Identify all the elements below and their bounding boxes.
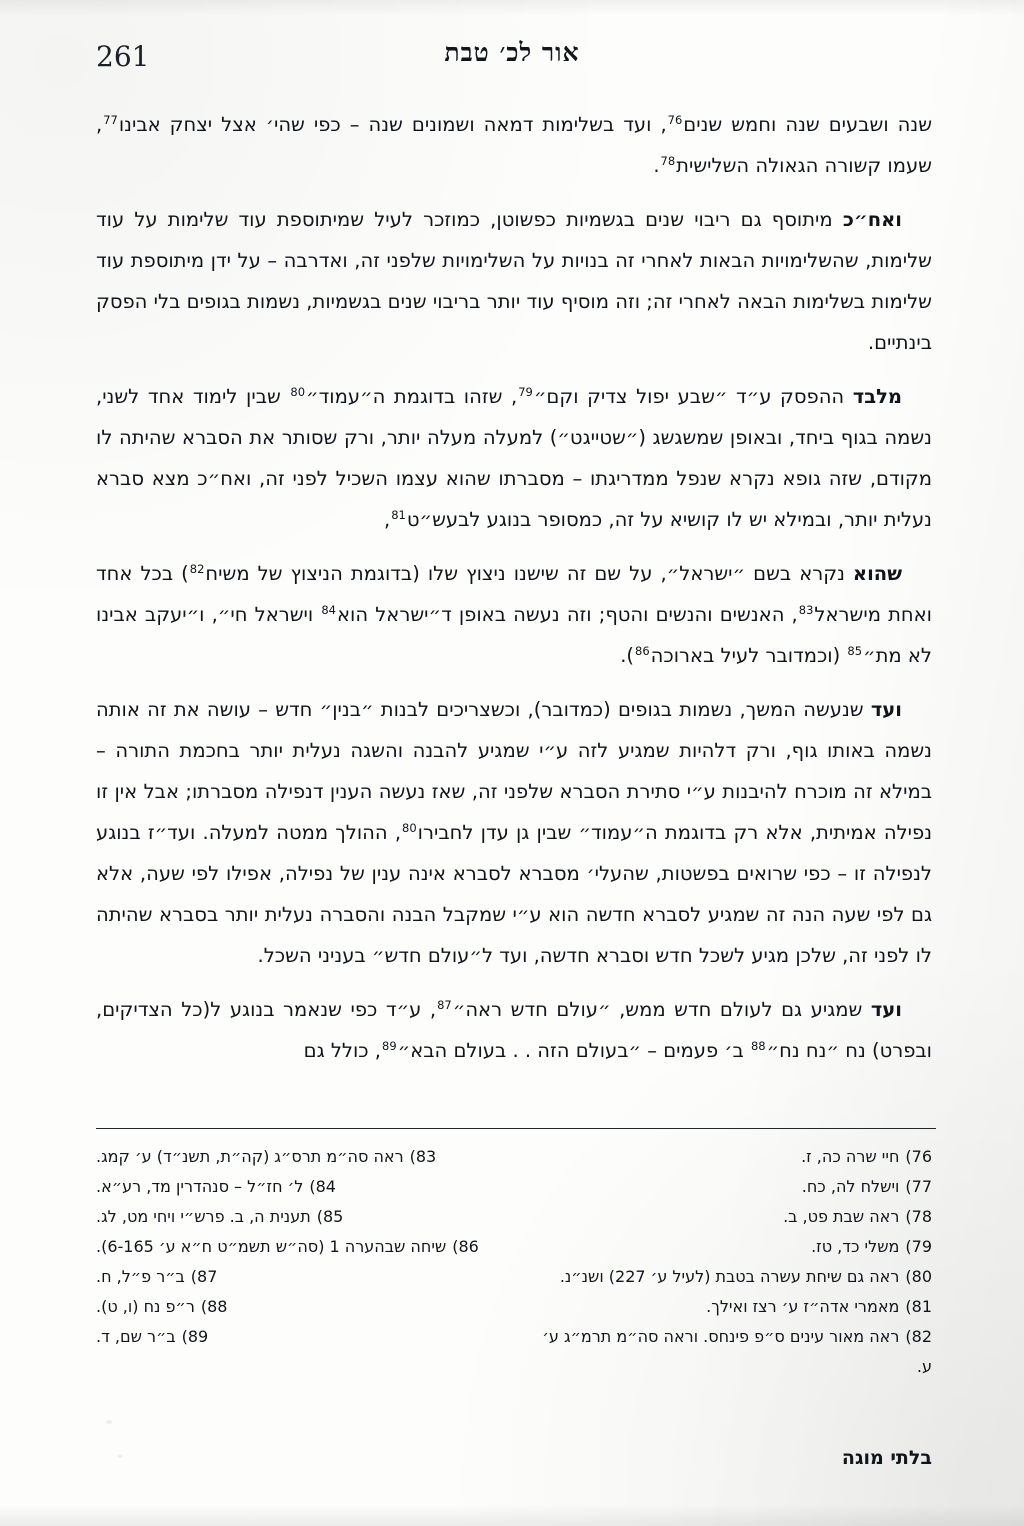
footnote-number: 87) (190, 1267, 218, 1286)
page-top-shadow (0, 0, 1024, 16)
paragraph: ועד שנעשה המשך, נשמות בגופים (כמדובר), וכשצריכים לבנות ״בנין״ חדש – עושה את זה אותה נשמה באותו גוף, ורק דלהיות שמגיע לזה ע״י שמגיע להבנה והשגה נעלית יותר בחכמת התורה – במילא זה מוכרח להיבנות ע״י סתירת הסברא שלפני זה, שאז נעשה הענין דנפילה מסברתו; אבל אין זו נפילה אמיתית, אלא רק בדוגמת ה״עמוד״ שבין גן עדן לחבירו$^{80}$, ההולך ממטה למעלה. ועד״ז בנוגע לנפילה זו – כפי שרואים בפשטות, שהעלי׳ מסברא לסברא אינה ענין של נפילה, אפילו לפי שעה, אלא גם לפי שעה הנה זה שמגיע לסברא חדשה הוא ע״י שמקבל הבנה והסברה נעלית יותר בסברא שהיתה לו לפני זה, שלכן מגיע לשכל חדש וסברא חדשה, ועד ל״עולם חדש״ בעניני השכל. (96, 698, 932, 967)
footnote-number: 82) (905, 1327, 932, 1346)
footnote-item (96, 1262, 492, 1292)
footnote-number: 78) (905, 1207, 932, 1226)
page-header (96, 38, 928, 73)
footnote-text: תענית ה, ב. פרש״י ויחי מט, לג. (96, 1207, 311, 1226)
footnote-separator-rule (96, 1128, 936, 1129)
footnote-text: ב״ר פ״ל, ח. (96, 1267, 185, 1286)
paragraph: ואח״כ מיתוסף גם ריבוי שנים בגשמיות כפשוטן, כמוזכר לעיל שמיתוספת עוד שלימות על עוד שלימות, שהשלימויות הבאות לאחרי זה בנויות על השלימויות שלפני זה, ואדרבה – על ידן מיתוספת עוד שלימות בשלימות הבאה לאחרי זה; וזה מוסיף עוד יותר בריבוי שנים בגשמיות, נשמות בגופים בלי הפסק בינתיים. (96, 208, 932, 354)
footnote-number: 76) (905, 1147, 932, 1166)
footnote-item (96, 1202, 492, 1232)
footnote-item (96, 1172, 492, 1202)
footnote-item (536, 1262, 932, 1292)
paper-speck (118, 1455, 122, 1458)
paragraph: שהוא נקרא בשם ״ישראל״, על שם זה שישנו ניצוץ שלו (בדוגמת הניצוץ של משיח$^{82}$) בכל אחד ואחת מישראל$^{83}$, האנשים והנשים והטף; וזה נעשה באופן ד״ישראל הוא$^{84}$ וישראל חי״, ו״יעקב אבינו לא מת״$^{85}$ (וכמדובר לעיל בארוכה$^{86}$). (96, 561, 932, 667)
footnote-item (536, 1232, 932, 1262)
footnote-text: משלי כד, טז. (811, 1237, 900, 1256)
footnote-number: 84) (309, 1177, 336, 1196)
footnote-number: 88) (200, 1297, 228, 1316)
paragraph: ועד שמגיע גם לעולם חדש ממש, ״עולם חדש ראה״$^{87}$, ע״ד כפי שנאמר בנוגע ל(כל הצדיקים, ובפרט) נח ״נח נח״$^{88}$ ב׳ פעמים – ״בעולם הזה . . בעולם הבא״$^{89}$, כולל גם (96, 997, 932, 1062)
footnote-item (96, 1232, 492, 1262)
main-text-column (96, 104, 932, 1084)
footnote-item (96, 1322, 492, 1352)
page-number: 261 (96, 40, 150, 73)
footnote-text: שיחה שבהערה 1 (סה״ש תשמ״ט ח״א ע׳ 6‎-165). (96, 1237, 447, 1256)
footnote-column-right (536, 1142, 932, 1382)
footnote-column-left (96, 1142, 492, 1382)
paper-speck (106, 1420, 112, 1424)
footnote-item (536, 1292, 932, 1322)
paragraph: שנה ושבעים שנה וחמש שנים$^{76}$, ועד בשלימות דמאה ושמונים שנה – כפי שהי׳ אצל יצחק אבינו$^{77}$, שעמו קשורה הגאולה השלישית$^{78}$. (96, 112, 933, 177)
footnote-text: ראה מאור עינים ס״פ פינחס. וראה סה״מ תרמ״ג ע׳ ע. (542, 1327, 932, 1376)
footnote-text: וישלח לה, כח. (801, 1177, 900, 1196)
footnotes-section (96, 1142, 932, 1382)
footnote-number: 89) (181, 1327, 209, 1346)
footnote-text: ב״ר שם, ד. (96, 1327, 176, 1346)
footnote-item (536, 1322, 932, 1382)
footnote-text: ראה סה״מ תרס״ג (קה״ת, תשנ״ד) ע׳ קמג. (96, 1147, 404, 1166)
footnote-text: חיי שרה כה, ז. (801, 1147, 900, 1166)
footnote-number: 77) (905, 1177, 932, 1196)
footnote-number: 85) (316, 1207, 344, 1226)
footnote-text: ר״פ נח (ו, ט). (96, 1297, 195, 1316)
page-bottom-shadow (0, 1504, 1024, 1526)
footnote-text: ראה גם שיחת עשרה בטבת (לעיל ע׳ 227) ושנ״נ. (559, 1267, 900, 1286)
footnote-item (96, 1292, 492, 1322)
footnote-number: 79) (905, 1237, 932, 1256)
footnote-number: 80) (905, 1267, 932, 1286)
paragraph: מלבד ההפסק ע״ד ״שבע יפול צדיק וקם״$^{79}$, שזהו בדוגמת ה״עמוד״$^{80}$ שבין לימוד אחד לשני, נשמה בגוף ביחד, ובאופן שמשגשג (״שטייגט״) למעלה מעלה יותר, ורק שסותר את הסברא שהיתה לו מקודם, שזה גופא נקרא שנפל ממדריגתו – מסברתו שהוא עצמו השכיל לפני זה, ואח״כ מצא סברא נעלית יותר, ובמילא יש לו קושיא על זה, כמסופר בנוגע לבעש״ט$^{81}$, (96, 384, 932, 531)
footnote-text: מאמרי אדה״ז ע׳ רצז ואילך. (706, 1297, 900, 1316)
colophon-note: בלתי מוגה (841, 1447, 932, 1469)
running-head-title: אור לכ׳ טבת (444, 38, 580, 67)
footnote-text: ל׳ חז״ל – סנהדרין מד, רע״א. (96, 1177, 304, 1196)
footnote-item (536, 1202, 932, 1232)
footnote-item (536, 1142, 932, 1172)
footnote-item (536, 1172, 932, 1202)
footnote-item (96, 1142, 492, 1172)
footnote-number: 86) (452, 1237, 479, 1256)
footnote-number: 81) (905, 1297, 932, 1316)
footnote-number: 83) (409, 1147, 437, 1166)
footnote-text: ראה שבת פט, ב. (783, 1207, 900, 1226)
